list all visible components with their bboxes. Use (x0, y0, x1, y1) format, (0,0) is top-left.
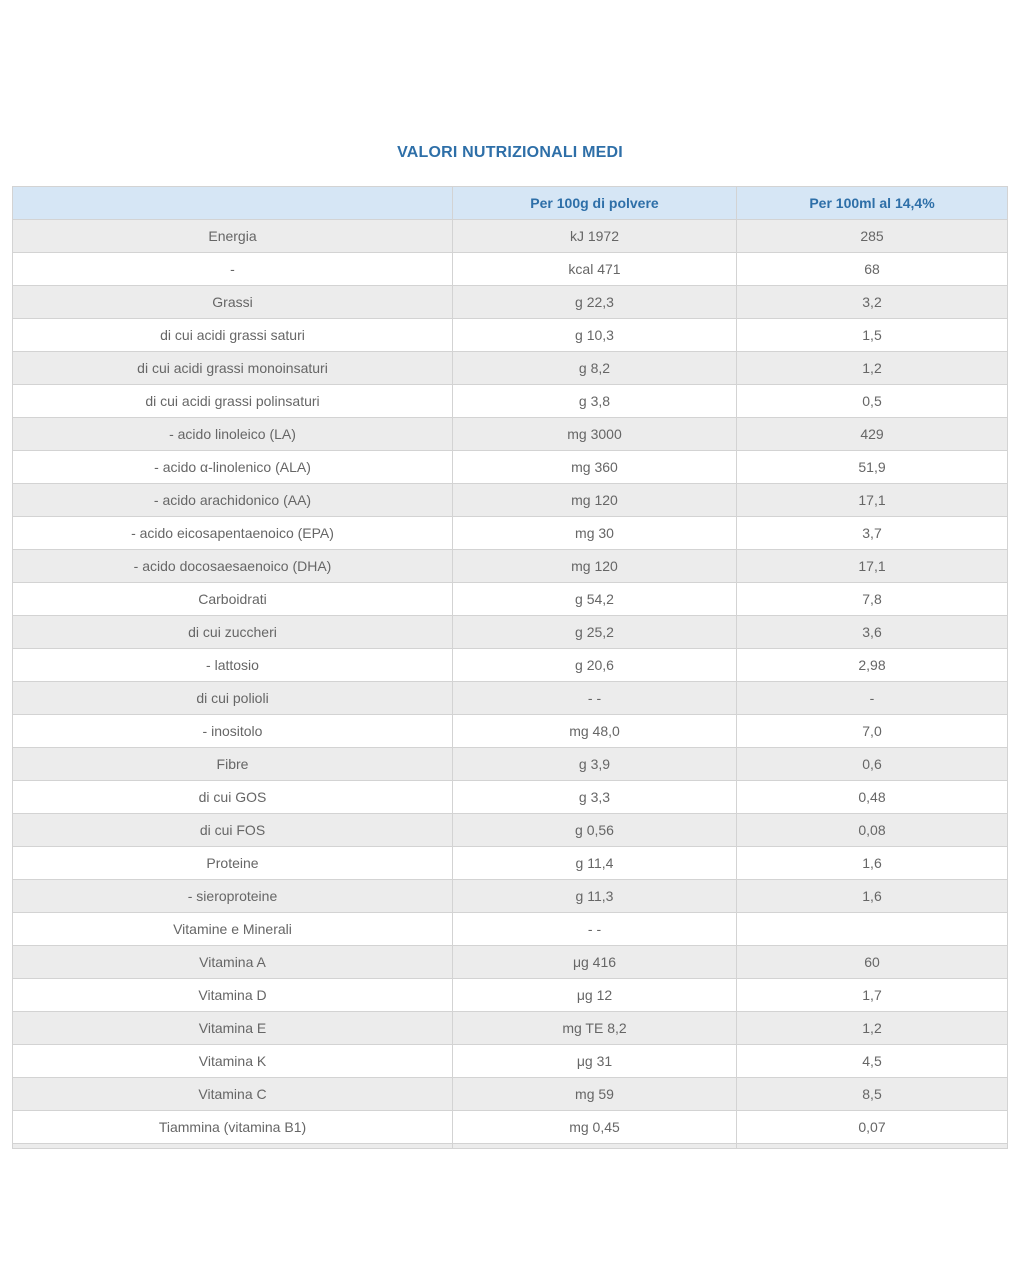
cell-nutrient: - acido docosaesaenoico (DHA) (13, 550, 453, 583)
table-header (13, 187, 1008, 220)
cell-per-100ml: 1,6 (737, 880, 1008, 913)
cell-per-100ml: 3,2 (737, 286, 1008, 319)
cell-nutrient: - inositolo (13, 715, 453, 748)
table-row (13, 319, 1008, 352)
cell-nutrient: di cui acidi grassi saturi (13, 319, 453, 352)
cell-per-100ml: 17,1 (737, 550, 1008, 583)
cell-per-100ml: 0,6 (737, 748, 1008, 781)
cell-per-100ml: 1,2 (737, 1012, 1008, 1045)
cell-per-100ml: - (737, 682, 1008, 715)
cell-per-100ml: 1,5 (737, 319, 1008, 352)
cell-per-100g: g 3,3 (453, 781, 737, 814)
table-row (13, 451, 1008, 484)
cell-nutrient: di cui acidi grassi polinsaturi (13, 385, 453, 418)
table-row (13, 253, 1008, 286)
cell-nutrient: Tiammina (vitamina B1) (13, 1111, 453, 1144)
cell-per-100ml: 285 (737, 220, 1008, 253)
cell-nutrient: - sieroproteine (13, 880, 453, 913)
table-row (13, 781, 1008, 814)
table-header-row (13, 187, 1008, 220)
cell-per-100g: mg 59 (453, 1078, 737, 1111)
cell-per-100g: g 11,3 (453, 880, 737, 913)
table-row (13, 1012, 1008, 1045)
cell-per-100ml: 2,98 (737, 649, 1008, 682)
cell-per-100g: mg 120 (453, 550, 737, 583)
cell-nutrient: Grassi (13, 286, 453, 319)
table-row (13, 649, 1008, 682)
nutrition-table-container (12, 186, 1007, 1149)
cell-per-100g: mg 3000 (453, 418, 737, 451)
cell-per-100g: - - (453, 913, 737, 946)
table-row (13, 979, 1008, 1012)
cell-nutrient: Fibre (13, 748, 453, 781)
cell-per-100ml: 3,6 (737, 616, 1008, 649)
cell-nutrient: - lattosio (13, 649, 453, 682)
cell-per-100ml: 1,7 (737, 979, 1008, 1012)
table-row (13, 748, 1008, 781)
cell-nutrient: Vitamina D (13, 979, 453, 1012)
header-nutrient (13, 187, 453, 220)
cell-empty (13, 1144, 453, 1149)
page-title: VALORI NUTRIZIONALI MEDI (397, 144, 623, 161)
nutrition-table (12, 186, 1008, 1149)
table-row (13, 913, 1008, 946)
cell-per-100ml (737, 913, 1008, 946)
cell-per-100ml: 7,8 (737, 583, 1008, 616)
cell-per-100g: g 20,6 (453, 649, 737, 682)
cell-nutrient: di cui FOS (13, 814, 453, 847)
cell-per-100g: μg 416 (453, 946, 737, 979)
cell-per-100g: g 10,3 (453, 319, 737, 352)
cell-per-100ml: 68 (737, 253, 1008, 286)
cell-per-100g: mg 360 (453, 451, 737, 484)
cell-nutrient: Carboidrati (13, 583, 453, 616)
table-row (13, 352, 1008, 385)
table-row (13, 583, 1008, 616)
cell-nutrient: Vitamina C (13, 1078, 453, 1111)
header-per-100g: Per 100g di polvere (453, 187, 737, 220)
table-body (13, 220, 1008, 1149)
table-row (13, 1078, 1008, 1111)
cell-nutrient: - acido arachidonico (AA) (13, 484, 453, 517)
table-row (13, 1045, 1008, 1078)
cell-empty (453, 1144, 737, 1149)
cell-nutrient: - acido linoleico (LA) (13, 418, 453, 451)
cell-nutrient: Vitamina K (13, 1045, 453, 1078)
cell-per-100ml: 60 (737, 946, 1008, 979)
cell-per-100ml: 0,08 (737, 814, 1008, 847)
cell-per-100g: mg 120 (453, 484, 737, 517)
cell-per-100g: g 3,9 (453, 748, 737, 781)
cell-nutrient: Vitamine e Minerali (13, 913, 453, 946)
cell-nutrient: - (13, 253, 453, 286)
cell-per-100ml: 0,5 (737, 385, 1008, 418)
cell-nutrient: di cui polioli (13, 682, 453, 715)
table-row (13, 847, 1008, 880)
cell-per-100ml: 1,6 (737, 847, 1008, 880)
cell-per-100g: g 3,8 (453, 385, 737, 418)
cell-nutrient: Proteine (13, 847, 453, 880)
table-row (13, 385, 1008, 418)
cell-nutrient: di cui acidi grassi monoinsaturi (13, 352, 453, 385)
cell-nutrient: di cui zuccheri (13, 616, 453, 649)
cell-per-100ml: 429 (737, 418, 1008, 451)
cell-nutrient: - acido α-linolenico (ALA) (13, 451, 453, 484)
cell-per-100g: kcal 471 (453, 253, 737, 286)
cell-per-100g: mg 0,45 (453, 1111, 737, 1144)
table-row-partial (13, 1144, 1008, 1149)
cell-nutrient: Vitamina E (13, 1012, 453, 1045)
table-row (13, 418, 1008, 451)
cell-per-100g: g 8,2 (453, 352, 737, 385)
table-row (13, 946, 1008, 979)
table-row (13, 616, 1008, 649)
cell-per-100g: g 22,3 (453, 286, 737, 319)
cell-per-100ml: 4,5 (737, 1045, 1008, 1078)
cell-per-100g: mg TE 8,2 (453, 1012, 737, 1045)
cell-per-100ml: 17,1 (737, 484, 1008, 517)
table-row (13, 550, 1008, 583)
cell-per-100g: mg 48,0 (453, 715, 737, 748)
table-row (13, 682, 1008, 715)
cell-per-100g: g 11,4 (453, 847, 737, 880)
table-row (13, 880, 1008, 913)
cell-nutrient: - acido eicosapentaenoico (EPA) (13, 517, 453, 550)
cell-per-100ml: 0,48 (737, 781, 1008, 814)
table-row (13, 484, 1008, 517)
header-per-100ml: Per 100ml al 14,4% (737, 187, 1008, 220)
cell-empty (737, 1144, 1008, 1149)
cell-per-100ml: 1,2 (737, 352, 1008, 385)
cell-per-100ml: 8,5 (737, 1078, 1008, 1111)
table-row (13, 1111, 1008, 1144)
cell-nutrient: Energia (13, 220, 453, 253)
cell-per-100g: g 25,2 (453, 616, 737, 649)
table-row (13, 814, 1008, 847)
table-row (13, 220, 1008, 253)
table-row (13, 286, 1008, 319)
table-row (13, 715, 1008, 748)
cell-per-100g: μg 12 (453, 979, 737, 1012)
table-row (13, 517, 1008, 550)
cell-nutrient: Vitamina A (13, 946, 453, 979)
cell-per-100ml: 3,7 (737, 517, 1008, 550)
cell-per-100ml: 7,0 (737, 715, 1008, 748)
cell-per-100ml: 51,9 (737, 451, 1008, 484)
cell-per-100g: μg 31 (453, 1045, 737, 1078)
cell-nutrient: di cui GOS (13, 781, 453, 814)
cell-per-100g: kJ 1972 (453, 220, 737, 253)
cell-per-100g: mg 30 (453, 517, 737, 550)
cell-per-100g: g 0,56 (453, 814, 737, 847)
cell-per-100ml: 0,07 (737, 1111, 1008, 1144)
cell-per-100g: g 54,2 (453, 583, 737, 616)
cell-per-100g: - - (453, 682, 737, 715)
